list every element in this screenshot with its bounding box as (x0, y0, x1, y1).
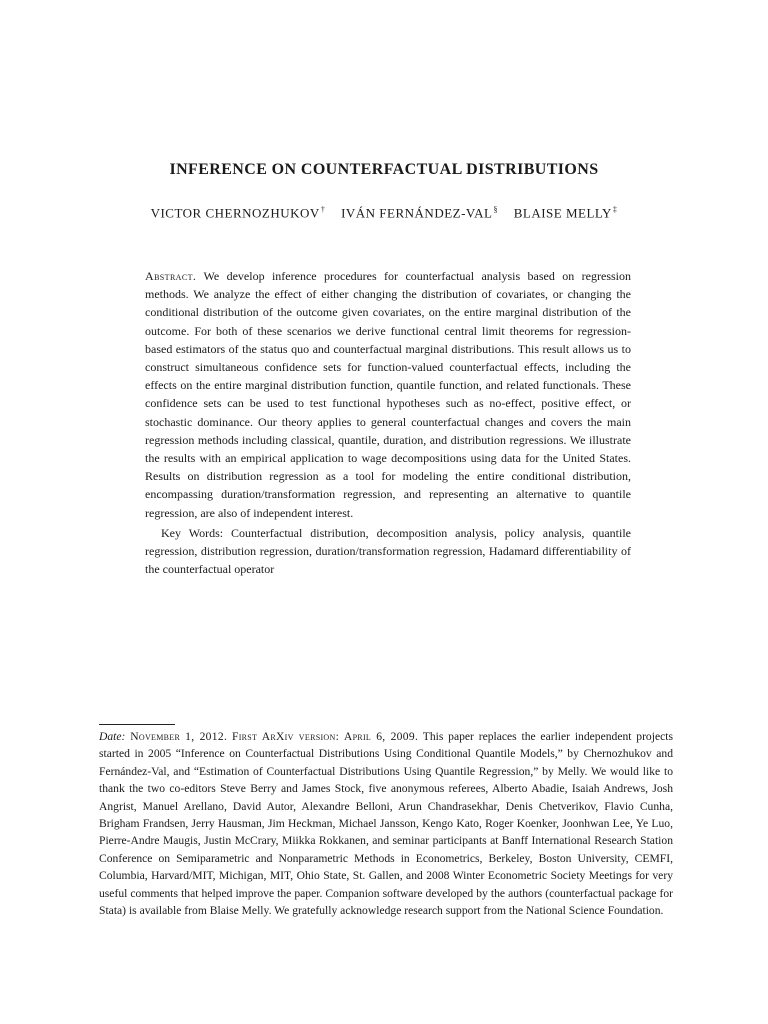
author-2 (341, 205, 498, 221)
author-mark: † (320, 205, 326, 214)
author-list (0, 205, 768, 221)
author-3 (514, 205, 618, 221)
footnote-arxiv-label: First ArXiv version: (231, 730, 340, 743)
author-1 (151, 205, 326, 221)
footnote-arxiv-date: April 6, 2009. (343, 730, 419, 743)
keywords: Key Words: Counterfactual distribution, decomposition analysis, policy analysis, quantile regression, distribution regression, duration/transformation regression, Hadamard differentiability of the counterfactual operator (145, 526, 631, 577)
author-name: VICTOR CHERNOZHUKOV (150, 205, 320, 221)
paper-title: INFERENCE ON COUNTERFACTUAL DISTRIBUTIONS (169, 161, 599, 178)
footnote (99, 728, 673, 919)
abstract (145, 267, 631, 522)
author-mark: ‡ (612, 205, 618, 214)
footnote-date: November 1, 2012. (130, 730, 228, 743)
footnote-text: This paper replaces the earlier independent projects started in 2005 “Inference on Counterfactual Distributions Using Conditional Quantile Models,” by Chernozhukov and Fernández-Val, and “Estimation of Counterfactual Distributions Using Quantile Regression,” by Melly. We would like to thank the two co-editors Steve Berry and James Stock, five anonymous referees, Alberto Abadie, Isaiah Andrews, Josh Angrist, Manuel Arellano, David Autor, Alexandre Belloni, Arun Chandrasekhar, Denis Chetverikov, Flavio Cunha, Brigham Frandsen, Jerry Hausman, Jim Heckman, Michael Jansson, Kengo Kato, Roger Koenker, Joonhwan Lee, Ye Luo, Pierre-Andre Maugis, Justin McCrary, Miikka Rokkanen, and seminar participants at Banff International Research Station Conference on Semiparametric and Nonparametric Methods in Econometrics, Berkeley, Boston University, CEMFI, Columbia, Harvard/MIT, Michigan, MIT, Ohio State, St. Gallen, and 2008 Winter Econometric Society Meetings for very useful comments that helped improve the paper. Companion software developed by the authors (counterfactual package for Stata) is available from Blaise Melly. We gratefully acknowledge research support from the National Science Foundation. (99, 730, 673, 918)
footnote-divider (99, 724, 175, 725)
footnote-label: Date: (99, 730, 126, 743)
author-name: BLAISE MELLY (513, 205, 612, 221)
author-mark: § (493, 205, 498, 214)
abstract-text: We develop inference procedures for counterfactual analysis based on regression methods. We analyze the effect of either changing the distribution of covariates, or changing the conditional distribution of the outcome given covariates, on the entire marginal distribution of the outcome. For both of these scenarios we derive functional central limit theorems for regression-based estimators of the status quo and counterfactual marginal distributions. This result allows us to construct simultaneous confidence sets for function-valued counterfactual effects, including the effects on the entire marginal distribution function, quantile function, and related functionals. These confidence sets can be used to test functional hypotheses such as no-effect, positive effect, or stochastic dominance. Our theory applies to general counterfactual changes and covers the main regression methods including classical, quantile, duration, and distribution regressions. We illustrate the results with an empirical application to wage decompositions using data for the United States. Results on distribution regression as a tool for modeling the entire conditional distribution, encompassing duration/transformation regression, and representing an alternative to quantile regression, are also of independent interest. (145, 269, 631, 520)
abstract-label: Abstract. (145, 269, 197, 283)
author-name: IVÁN FERNÁNDEZ-VAL (341, 205, 493, 221)
